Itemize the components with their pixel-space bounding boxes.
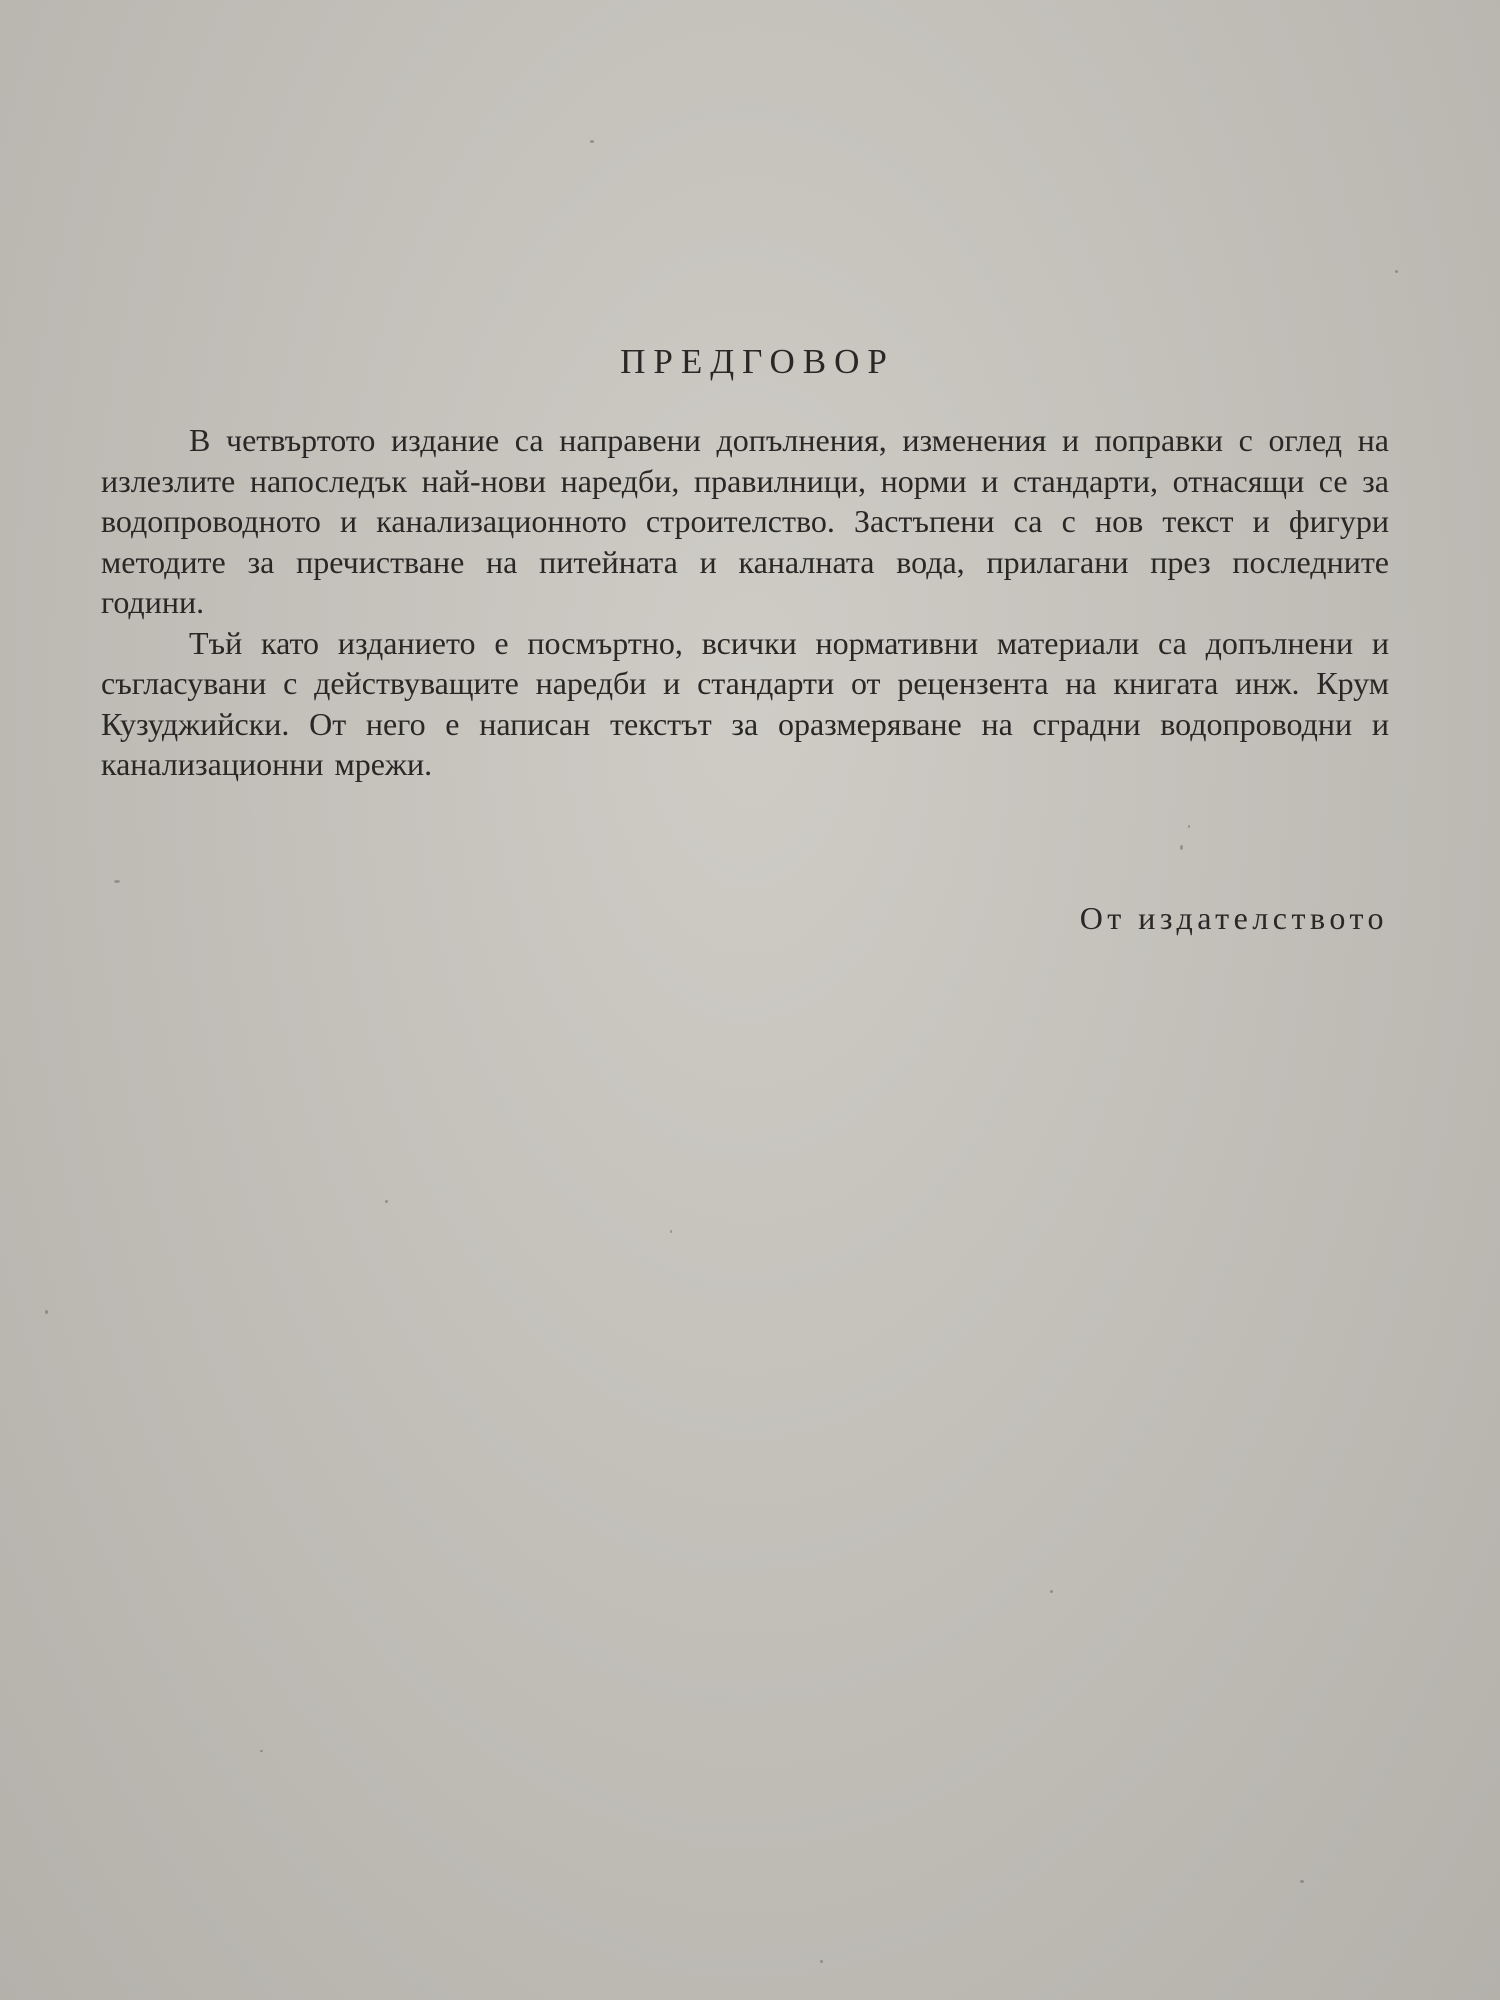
paper-speck	[1188, 825, 1190, 828]
paragraph: Тъй като изданието е посмъртно, всички нормативни материали са допълнени и съгласувани с действуващите наредби и стандарти от рецензента на книгата инж. Крум Кузуджийски. От него е написан текстът за оразмеряване на сградни водопроводни и канализационни мрежи.	[101, 624, 1389, 782]
paper-speck	[114, 880, 120, 883]
paper-speck	[670, 1230, 672, 1233]
paper-speck	[260, 1750, 263, 1752]
paper-speck	[1395, 270, 1398, 273]
paper-speck	[820, 1960, 823, 1963]
preface-body	[101, 420, 1389, 785]
signature: От издателството	[1079, 900, 1388, 936]
paragraph: В четвъртото издание са направени допълнения, изменения и поправки с оглед на излезлите напоследък най-нови наредби, правилници, норми и стандарти, отнасящи се за водопроводното и канализационното строителство. Застъпени са с нов текст и фигури методите за пречистване на питейната и каналната вода, прилагани през последните години.	[101, 422, 1389, 620]
paper-speck	[1300, 1880, 1304, 1883]
paper-speck	[590, 140, 594, 143]
paper-speck	[1180, 845, 1183, 850]
page-title: ПРЕДГОВОР	[620, 342, 895, 381]
paper-speck	[1050, 1590, 1053, 1593]
paper-speck	[45, 1310, 48, 1314]
paper-speck	[385, 1200, 388, 1203]
